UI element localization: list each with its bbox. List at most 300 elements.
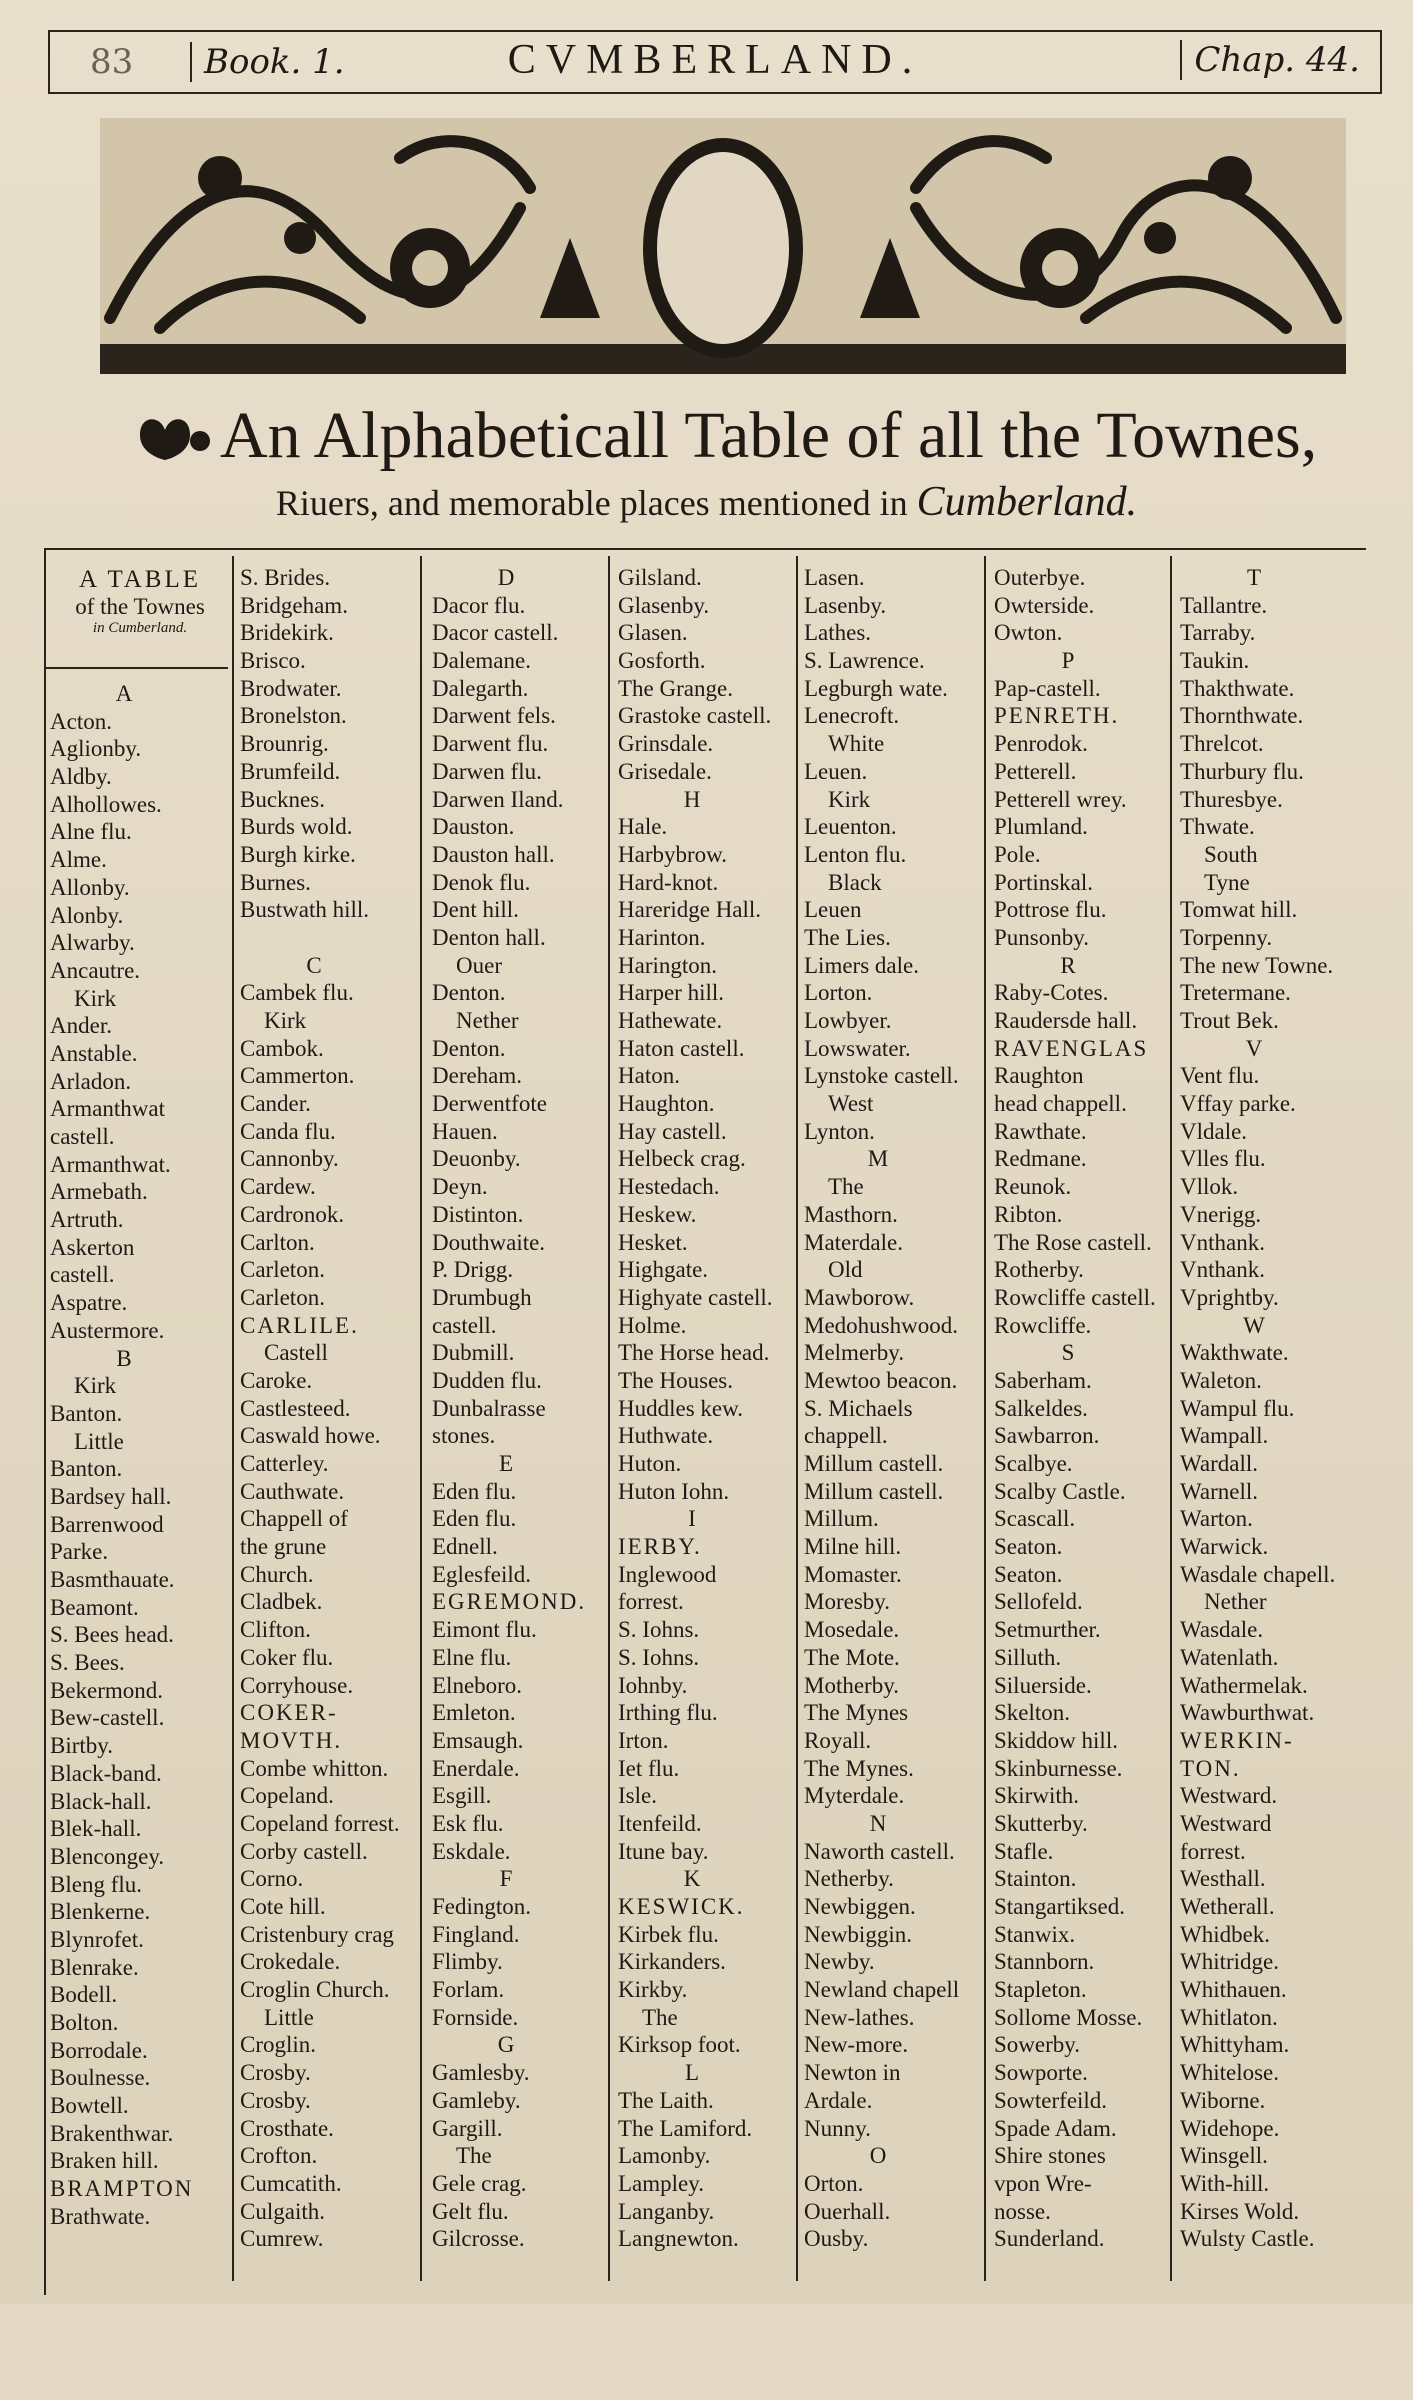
index-entry: Sollome Mosse. — [994, 2004, 1143, 2030]
index-entry: nosse. — [994, 2198, 1051, 2224]
index-entry: Corryhouse. — [240, 1672, 354, 1698]
index-entry: Sowterfeild. — [994, 2087, 1108, 2113]
index-entry: Millum. — [804, 1506, 879, 1532]
index-entry: Bodell. — [50, 1982, 118, 2008]
index-entry: Forlam. — [432, 1977, 505, 2003]
index-entry: Irton. — [618, 1727, 669, 1753]
index-entry: Burgh kirke. — [240, 841, 356, 867]
index-entry: Brumfeild. — [240, 758, 341, 784]
index-entry: TON. — [1180, 1755, 1241, 1781]
index-entry: Sellofeld. — [994, 1589, 1083, 1615]
index-entry: Medohushwood. — [804, 1312, 958, 1338]
index-entry: New-lathes. — [804, 2004, 915, 2030]
index-entry: Royall. — [804, 1727, 872, 1753]
index-entry: The Mynes. — [804, 1755, 914, 1781]
index-entry: Whitlaton. — [1180, 2004, 1278, 2030]
index-entry: Wardall. — [1180, 1451, 1258, 1476]
index-entry: Newland chapell — [804, 1977, 960, 2003]
index-entry: Eskdale. — [432, 1838, 511, 1864]
index-entry: Acton. — [50, 708, 112, 734]
index-entry: Austermore. — [50, 1317, 165, 1343]
index-entry: Hale. — [618, 814, 668, 840]
index-entry: Gosforth. — [618, 648, 706, 674]
index-entry: Darwen flu. — [432, 758, 542, 784]
index-entry: Borrodale. — [50, 2037, 148, 2063]
index-column-3 — [432, 564, 606, 2284]
letter-heading: M — [867, 1146, 891, 1172]
page-subtitle — [0, 478, 1413, 526]
index-entry: Wathermelak. — [1180, 1672, 1308, 1698]
index-entry: Brathwate. — [50, 2203, 151, 2229]
index-entry: Iet flu. — [618, 1755, 680, 1781]
index-entry: Artruth. — [50, 1207, 124, 1233]
index-entry: Harington. — [618, 952, 718, 978]
index-entry: Raughton — [994, 1063, 1084, 1089]
index-entry: Outerbye. — [994, 565, 1086, 590]
index-entry: Whidbek. — [1180, 1921, 1271, 1947]
index-entry: Waleton. — [1180, 1367, 1262, 1393]
index-entry: S. Lawrence. — [804, 648, 925, 674]
index-entry: Dunbalrasse — [432, 1395, 546, 1421]
index-entry: Mosedale. — [804, 1617, 900, 1643]
index-entry: Lenecroft. — [804, 703, 900, 729]
index-entry: Cristenbury crag — [240, 1921, 394, 1947]
index-entry: WERKIN- — [1180, 1727, 1294, 1753]
index-entry: Ribton. — [994, 1201, 1063, 1227]
index-entry: Bridekirk. — [240, 620, 334, 646]
index-entry: Ancautre. — [50, 957, 141, 983]
index-entry: Lasen. — [804, 565, 865, 590]
index-entry: Whitelose. — [1180, 2060, 1279, 2086]
index-entry: Derwentfote — [432, 1091, 547, 1117]
index-entry: Limers dale. — [804, 952, 919, 978]
index-entry: The — [642, 2004, 678, 2030]
index-entry: Alhollowes. — [50, 791, 162, 817]
index-entry: Denton. — [432, 980, 506, 1006]
index-entry: Gilsland. — [618, 565, 702, 590]
page-number: 83 — [90, 42, 134, 82]
index-entry: Dauston hall. — [432, 841, 555, 867]
index-entry: Deyn. — [432, 1174, 488, 1200]
index-entry: Little — [74, 1428, 124, 1454]
column-rule — [420, 556, 422, 2281]
index-entry: Haughton. — [618, 1091, 715, 1117]
index-entry: Warnell. — [1180, 1478, 1258, 1504]
index-entry: Skutterby. — [994, 1810, 1088, 1836]
index-entry: Iohnby. — [618, 1672, 688, 1698]
index-entry: Cladbek. — [240, 1589, 323, 1615]
index-column-7 — [1180, 564, 1364, 2284]
index-entry: Grastoke castell. — [618, 703, 772, 729]
index-entry: Copeland forrest. — [240, 1810, 400, 1836]
index-entry: Spade Adam. — [994, 2115, 1117, 2141]
index-entry: Cander. — [240, 1091, 311, 1117]
index-entry: Darwent fels. — [432, 703, 556, 729]
index-entry: Leuen. — [804, 758, 868, 784]
letter-heading: E — [498, 1451, 516, 1476]
letter-heading: F — [499, 1866, 515, 1892]
index-entry: Cambek flu. — [240, 980, 354, 1006]
index-column-2 — [240, 564, 418, 2284]
index-entry: Vnerigg. — [1180, 1201, 1262, 1227]
index-entry: Warwick. — [1180, 1534, 1269, 1560]
index-entry: Mawborow. — [804, 1284, 915, 1310]
index-entry: Owterside. — [994, 592, 1095, 618]
index-entry: Leuenton. — [804, 814, 897, 840]
index-entry: Penrodok. — [994, 731, 1088, 757]
index-entry: Dent hill. — [432, 897, 519, 923]
index-entry: Itenfeild. — [618, 1810, 702, 1836]
index-entry: Haton. — [618, 1063, 680, 1089]
index-entry: Clifton. — [240, 1617, 311, 1643]
index-entry: The Mynes — [804, 1700, 909, 1726]
index-entry: Armebath. — [50, 1179, 148, 1205]
index-entry: Ednell. — [432, 1534, 498, 1560]
index-entry: Emsaugh. — [432, 1727, 524, 1753]
index-entry: Dereham. — [432, 1063, 523, 1089]
index-entry: Winsgell. — [1180, 2143, 1268, 2169]
index-entry: Whitridge. — [1180, 1949, 1279, 1975]
letter-heading: C — [306, 952, 324, 978]
index-entry: Cardronok. — [240, 1201, 345, 1227]
index-entry: chappell. — [804, 1423, 888, 1449]
index-entry: Seaton. — [994, 1561, 1063, 1587]
index-entry: Irthing flu. — [618, 1700, 718, 1726]
index-entry: Burds wold. — [240, 814, 353, 840]
index-entry: Haton castell. — [618, 1035, 745, 1061]
letter-heading: H — [683, 786, 703, 812]
letter-heading: O — [869, 2143, 889, 2169]
index-entry: Hestedach. — [618, 1174, 720, 1200]
index-entry: South — [1204, 841, 1258, 867]
index-entry: Eden flu. — [432, 1478, 517, 1504]
index-entry: Westward — [1180, 1810, 1272, 1836]
table-heading-line1: A TABLE — [78, 566, 201, 593]
index-entry: Bleng flu. — [50, 1871, 142, 1897]
index-entry: New-more. — [804, 2032, 909, 2058]
index-entry: Culgaith. — [240, 2198, 325, 2224]
index-entry: Huton Iohn. — [618, 1478, 730, 1504]
index-entry: Melmerby. — [804, 1340, 905, 1366]
index-entry: KESWICK. — [618, 1894, 745, 1919]
index-entry: S. Bees. — [50, 1650, 125, 1676]
index-entry: Sowporte. — [994, 2060, 1088, 2086]
index-entry: Black-hall. — [50, 1788, 152, 1814]
index-entry: Croglin. — [240, 2032, 317, 2058]
index-entry: S. Bees head. — [50, 1622, 174, 1648]
index-entry: Leuen — [804, 897, 862, 923]
index-entry: Esk flu. — [432, 1810, 504, 1836]
index-entry: Wulsty Castle. — [1180, 2226, 1315, 2252]
index-entry: S. Iohns. — [618, 1644, 700, 1670]
index-entry: Tarraby. — [1180, 620, 1256, 646]
index-entry: Deuonby. — [432, 1146, 521, 1172]
index-entry: Hesket. — [618, 1229, 688, 1255]
index-entry: Huddles kew. — [618, 1395, 743, 1421]
index-entry: Scalbye. — [994, 1451, 1073, 1476]
index-entry: Owton. — [994, 620, 1063, 646]
index-entry: Thornthwate. — [1180, 703, 1304, 729]
index-entry: Eimont flu. — [432, 1617, 537, 1643]
index-entry: Elneboro. — [432, 1672, 523, 1698]
index-entry: BRAMPTON — [50, 2176, 194, 2202]
index-entry: Newton in — [804, 2060, 901, 2086]
index-entry: Netherby. — [804, 1866, 894, 1892]
index-entry: Wakthwate. — [1180, 1340, 1289, 1366]
index-entry: Bustwath hill. — [240, 897, 370, 923]
index-entry: Vldale. — [1180, 1118, 1248, 1144]
index-entry: PENRETH. — [994, 703, 1120, 729]
index-entry: Grisedale. — [618, 758, 712, 784]
index-entry: Thurbury flu. — [1180, 758, 1304, 784]
index-entry: Ouerhall. — [804, 2198, 891, 2224]
index-entry: Skirwith. — [994, 1783, 1079, 1809]
index-entry: Tallantre. — [1180, 592, 1268, 618]
index-entry: Fedington. — [432, 1894, 532, 1919]
index-entry: Dudden flu. — [432, 1367, 542, 1393]
index-entry: Scascall. — [994, 1506, 1076, 1532]
index-entry: Wetherall. — [1180, 1894, 1275, 1919]
index-entry: Highgate. — [618, 1257, 709, 1283]
index-entry: IERBY. — [618, 1534, 702, 1560]
index-entry: Enerdale. — [432, 1755, 520, 1781]
index-entry: Gilcrosse. — [432, 2226, 525, 2252]
index-entry: Itune bay. — [618, 1838, 709, 1864]
index-entry: Vprightby. — [1180, 1284, 1279, 1310]
index-entry: CARLILE. — [240, 1312, 359, 1338]
index-entry: Croglin Church. — [240, 1977, 390, 2003]
index-entry: Thwate. — [1180, 814, 1255, 840]
index-entry: The Grange. — [618, 675, 733, 701]
index-entry: Eglesfeild. — [432, 1561, 531, 1587]
index-entry: Denton. — [432, 1035, 506, 1061]
index-entry: Esgill. — [432, 1783, 492, 1809]
index-entry: Armanthwat — [50, 1096, 165, 1122]
index-entry: Church. — [240, 1561, 314, 1587]
index-entry: Flimby. — [432, 1949, 503, 1975]
index-entry: Alwarby. — [50, 930, 135, 956]
index-entry: West — [828, 1091, 874, 1117]
index-entry: Rotherby. — [994, 1257, 1084, 1283]
index-entry: Bolton. — [50, 2010, 119, 2035]
index-entry: Ouer — [456, 952, 502, 978]
index-entry: castell. — [50, 1262, 115, 1288]
index-entry: Shire stones — [994, 2143, 1106, 2169]
index-entry: Silluth. — [994, 1644, 1062, 1670]
index-entry: Pottrose flu. — [994, 897, 1107, 923]
index-entry: Alne flu. — [50, 819, 132, 845]
index-entry: Stafle. — [994, 1838, 1054, 1864]
index-entry: Mewtoo beacon. — [804, 1367, 958, 1393]
index-entry: Gele crag. — [432, 2170, 527, 2196]
index-entry: Crosby. — [240, 2087, 311, 2113]
index-entry: Newbiggin. — [804, 1921, 912, 1947]
index-entry: Thuresbye. — [1180, 786, 1283, 812]
index-entry: Stanwix. — [994, 1921, 1076, 1947]
letter-heading: A — [115, 681, 135, 706]
index-entry: Banton. — [50, 1400, 123, 1426]
index-entry: Bowtell. — [50, 2093, 129, 2119]
index-entry: Wasdale. — [1180, 1617, 1264, 1643]
index-entry: Barrenwood — [50, 1511, 164, 1537]
index-entry: Hathewate. — [618, 1008, 723, 1033]
index-entry: head chappell. — [994, 1091, 1127, 1117]
index-entry: Carleton. — [240, 1257, 325, 1283]
letter-heading: K — [683, 1866, 703, 1892]
index-entry: Bekermond. — [50, 1677, 164, 1703]
index-entry: Skelton. — [994, 1700, 1071, 1726]
index-entry: The Mote. — [804, 1644, 900, 1670]
index-entry: Langanby. — [618, 2198, 715, 2224]
index-entry: Carlton. — [240, 1229, 315, 1255]
index-entry: Materdale. — [804, 1229, 903, 1255]
index-entry: Hareridge Hall. — [618, 897, 762, 923]
index-entry: Carleton. — [240, 1284, 325, 1310]
letter-heading: P — [1061, 648, 1077, 674]
index-entry: Ander. — [50, 1013, 112, 1039]
index-entry: Naworth castell. — [804, 1838, 955, 1864]
index-entry: Little — [264, 2004, 314, 2030]
index-entry: Millum castell. — [804, 1451, 944, 1476]
index-entry: Alonby. — [50, 902, 124, 928]
index-entry: Drumbugh — [432, 1284, 532, 1310]
letter-heading: N — [869, 1810, 889, 1836]
index-entry: Basmthauate. — [50, 1567, 175, 1592]
index-entry: Corby castell. — [240, 1838, 368, 1864]
chapter-label: Chap. 44. — [1180, 40, 1360, 80]
index-entry: Stapleton. — [994, 1977, 1087, 2003]
index-entry: Gamlesby. — [432, 2060, 530, 2086]
index-entry: Lasenby. — [804, 592, 887, 618]
index-entry: Pap-castell. — [994, 675, 1101, 701]
index-entry: Motherby. — [804, 1672, 899, 1698]
index-entry: The Lamiford. — [618, 2115, 753, 2141]
index-column-1 — [50, 680, 230, 2400]
index-entry: Cambok. — [240, 1035, 324, 1061]
letter-heading: L — [684, 2060, 702, 2086]
index-entry: Cannonby. — [240, 1146, 339, 1172]
index-entry: Huthwate. — [618, 1423, 714, 1449]
index-entry: Cote hill. — [240, 1894, 326, 1919]
index-entry: Elne flu. — [432, 1644, 512, 1670]
index-entry: Tretermane. — [1180, 980, 1291, 1006]
index-entry: Sunderland. — [994, 2226, 1105, 2252]
index-entry: Combe whitton. — [240, 1755, 389, 1781]
index-entry: Torpenny. — [1180, 924, 1273, 950]
index-entry: Wasdale chapell. — [1180, 1561, 1336, 1587]
index-entry: Thakthwate. — [1180, 675, 1295, 701]
index-entry: Lathes. — [804, 620, 872, 646]
index-entry: Milne hill. — [804, 1534, 902, 1560]
index-entry: With-hill. — [1180, 2170, 1270, 2196]
index-entry: Whithauen. — [1180, 1977, 1287, 2003]
index-entry: Stannborn. — [994, 1949, 1095, 1975]
index-entry: Plumland. — [994, 814, 1088, 840]
letter-heading: G — [497, 2032, 517, 2058]
index-entry: castell. — [432, 1312, 497, 1338]
index-entry: Parke. — [50, 1539, 109, 1565]
index-entry: Beamont. — [50, 1594, 139, 1620]
index-entry: Eden flu. — [432, 1506, 517, 1532]
index-entry: Bucknes. — [240, 786, 325, 812]
index-entry: Banton. — [50, 1456, 123, 1482]
index-entry: Blencongey. — [50, 1843, 165, 1869]
index-column-5 — [804, 564, 982, 2284]
index-entry: Vent flu. — [1180, 1063, 1260, 1089]
index-entry: Momaster. — [804, 1561, 902, 1587]
index-entry: Dubmill. — [432, 1340, 515, 1366]
index-entry: Castell — [264, 1340, 328, 1366]
index-entry: Armanthwat. — [50, 1151, 171, 1177]
index-entry: Lowbyer. — [804, 1008, 892, 1033]
index-entry: Sowerby. — [994, 2032, 1081, 2058]
index-entry: Catterley. — [240, 1451, 329, 1476]
index-entry: Gamleby. — [432, 2087, 521, 2113]
index-entry: Nunny. — [804, 2115, 871, 2141]
index-entry: Millum castell. — [804, 1478, 944, 1504]
index-entry: Ousby. — [804, 2226, 869, 2252]
index-entry: Lamonby. — [618, 2143, 711, 2169]
index-entry: The — [456, 2143, 492, 2169]
index-entry: Cumcatith. — [240, 2170, 342, 2196]
table-heading-rule — [46, 667, 228, 669]
index-entry: Kirk — [264, 1008, 307, 1033]
index-entry: Wiborne. — [1180, 2087, 1266, 2113]
index-entry: Dacor castell. — [432, 620, 559, 646]
index-entry: Birtby. — [50, 1733, 114, 1759]
index-entry: Distinton. — [432, 1201, 524, 1227]
column-rule — [796, 556, 798, 2281]
index-entry: Trout Bek. — [1180, 1008, 1279, 1033]
index-entry: Denton hall. — [432, 924, 546, 950]
index-entry: Widehope. — [1180, 2115, 1280, 2141]
index-entry: Stainton. — [994, 1866, 1077, 1892]
index-entry: Kirkanders. — [618, 1949, 726, 1975]
index-entry: Harinton. — [618, 924, 706, 950]
index-entry: Pole. — [994, 841, 1041, 867]
page-title: An Alphabeticall Table of all the Townes, — [220, 399, 1318, 472]
letter-heading: I — [688, 1506, 698, 1532]
index-entry: Anstable. — [50, 1040, 138, 1066]
index-entry: Highyate castell. — [618, 1284, 773, 1310]
index-entry: Bew-castell. — [50, 1705, 165, 1731]
index-entry: Redmane. — [994, 1146, 1087, 1172]
index-entry: Taukin. — [1180, 648, 1250, 674]
index-entry: Vllok. — [1180, 1174, 1239, 1200]
letter-heading: T — [1246, 565, 1264, 590]
index-entry: Sawbarron. — [994, 1423, 1100, 1449]
index-entry: Blenkerne. — [50, 1899, 151, 1925]
index-entry: Threlcot. — [1180, 731, 1264, 757]
index-entry: Isle. — [618, 1783, 657, 1809]
index-entry: Setmurther. — [994, 1617, 1101, 1643]
index-entry: Blek-hall. — [50, 1816, 142, 1842]
index-entry: Vffay parke. — [1180, 1091, 1296, 1117]
index-entry: Blynrofet. — [50, 1926, 144, 1952]
index-entry: Crofton. — [240, 2143, 318, 2169]
letter-heading: V — [1245, 1035, 1265, 1061]
column-rule — [984, 556, 986, 2281]
index-entry — [240, 924, 418, 952]
index-entry: Askerton — [50, 1234, 135, 1260]
table-heading-line3: in Cumberland. — [92, 620, 188, 636]
index-entry: Fornside. — [432, 2004, 519, 2030]
index-entry: Nether — [1204, 1589, 1267, 1615]
index-entry: Rowcliffe castell. — [994, 1284, 1156, 1310]
index-entry: Legburgh wate. — [804, 675, 948, 701]
index-entry: Braken hill. — [50, 2148, 159, 2174]
letter-heading: S — [1061, 1340, 1077, 1366]
